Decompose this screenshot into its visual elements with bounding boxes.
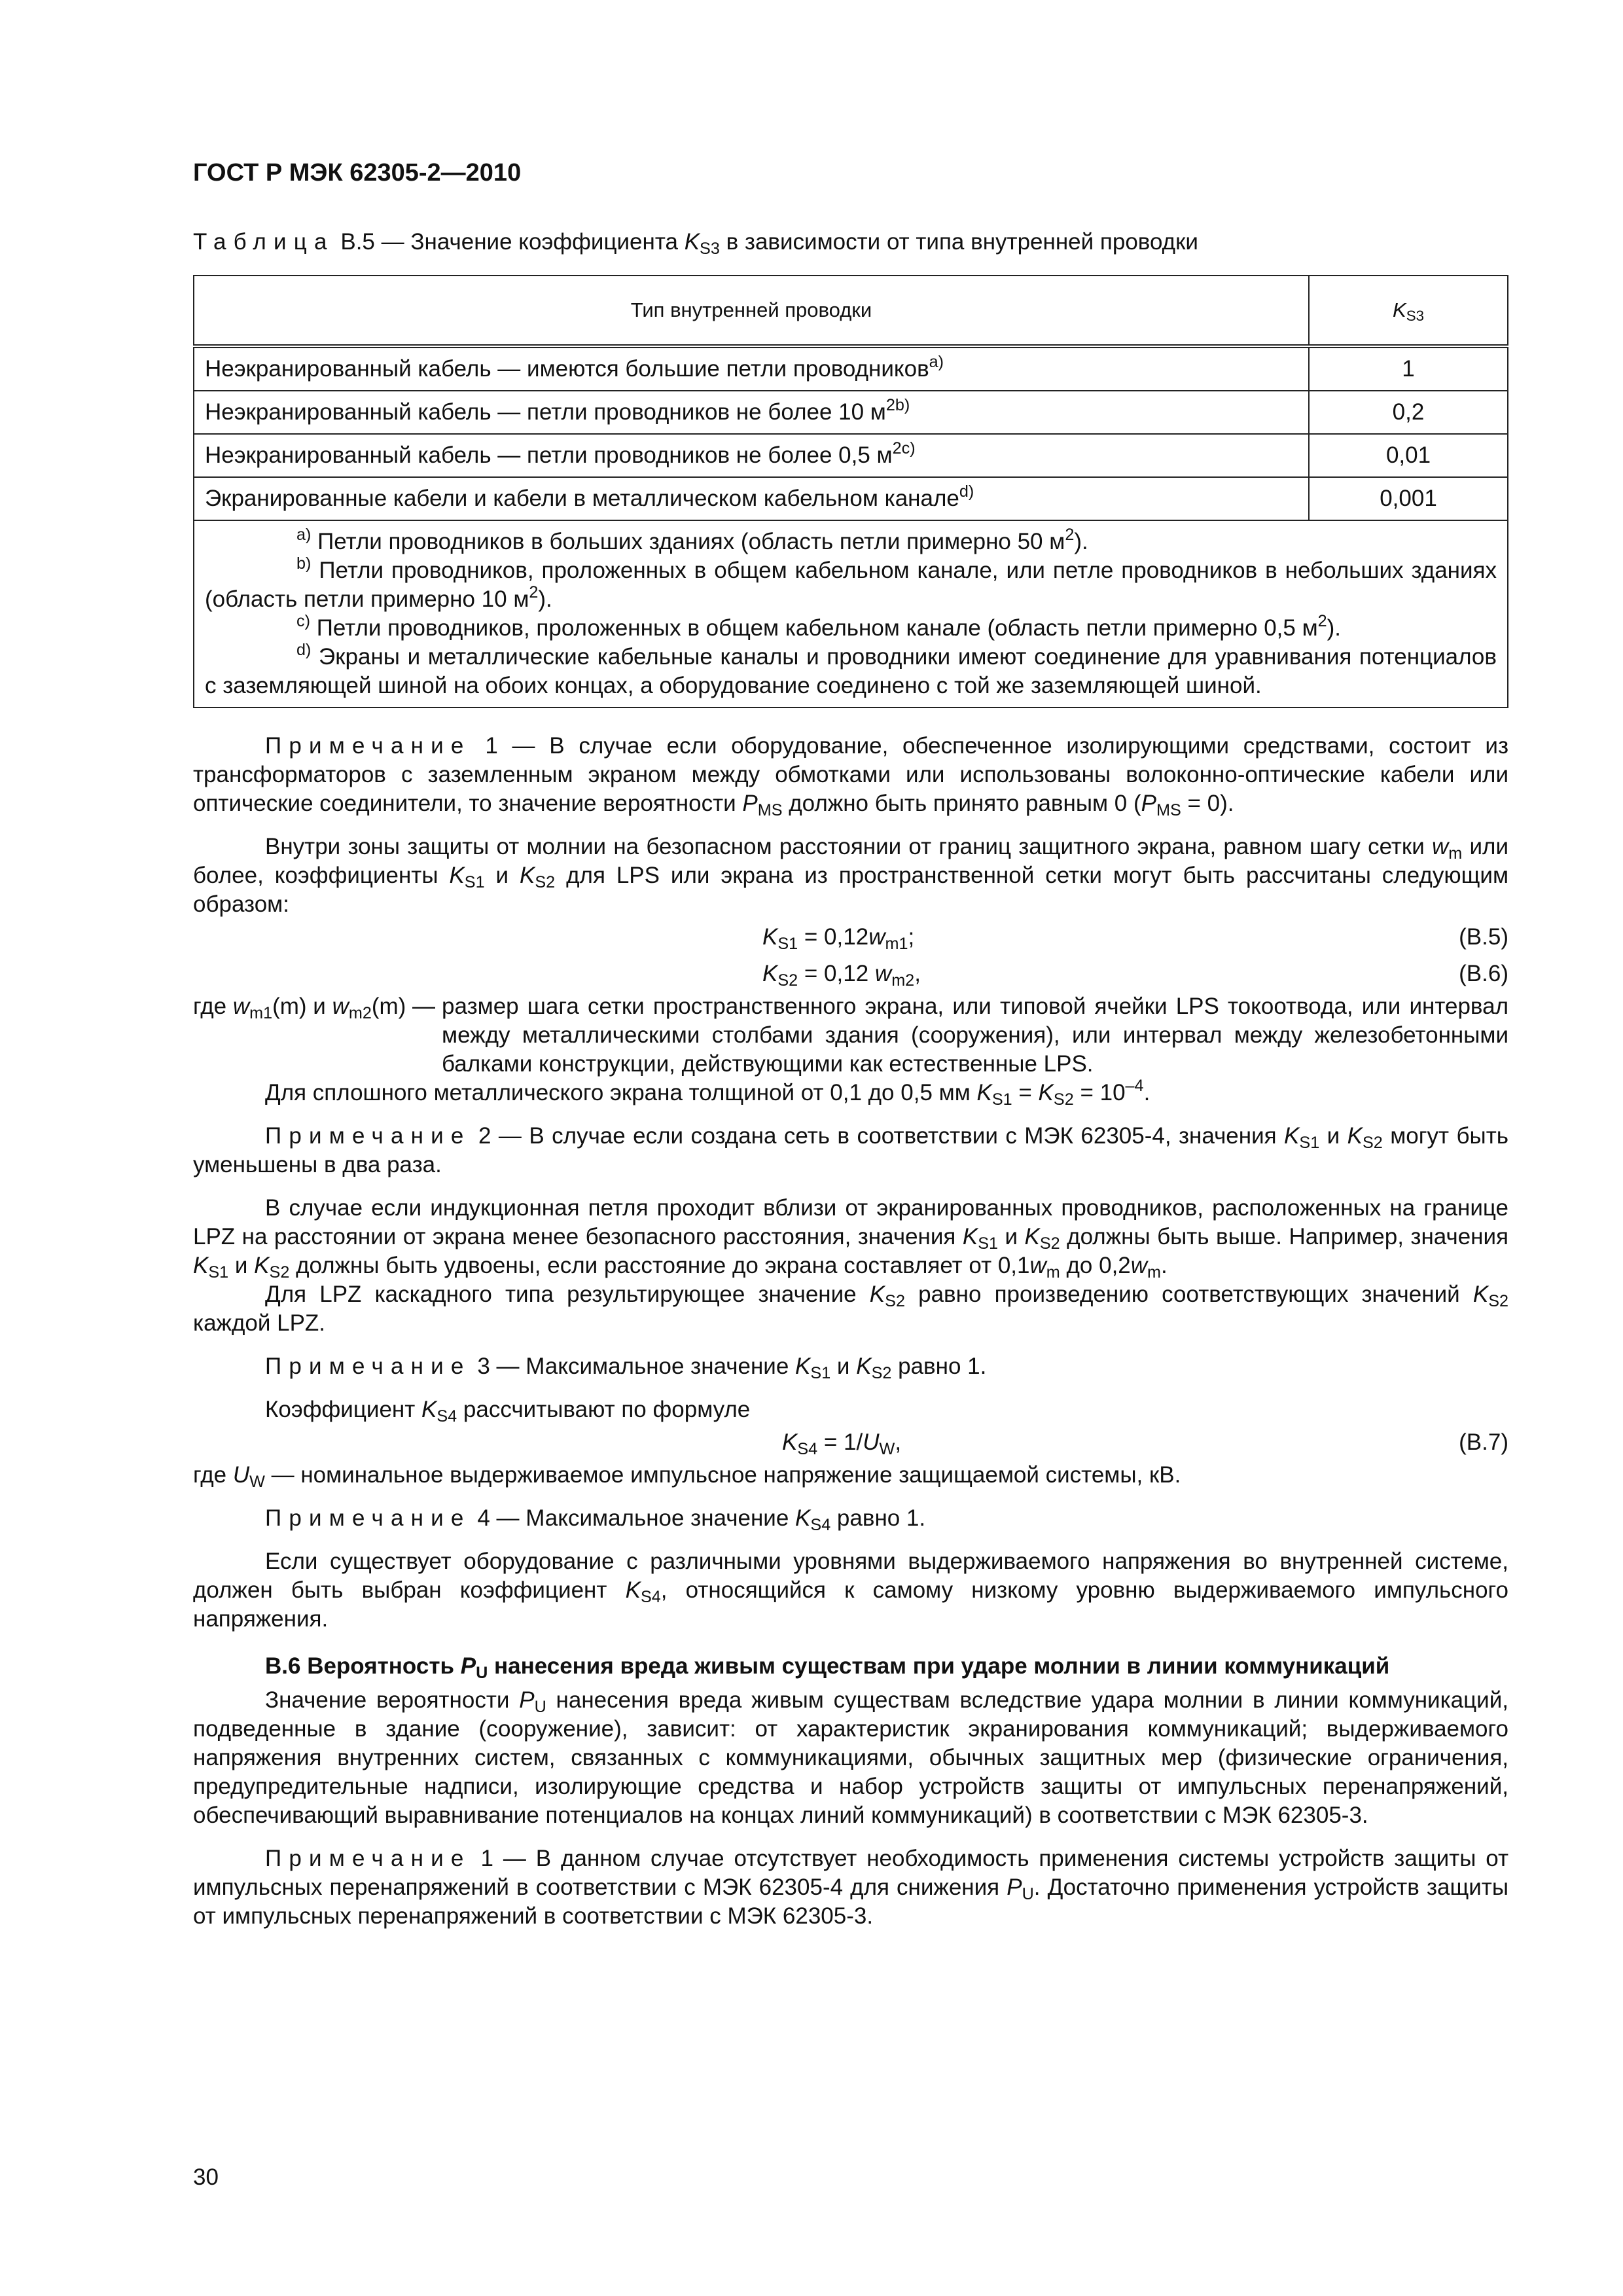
page-number: 30: [193, 2164, 219, 2190]
table-header-value: $K_{S3}$: [1309, 276, 1508, 346]
paragraph: Для сплошного металлического экрана толщиной от 0,1 до 0,5 мм $K_{S1} = K_{S2} = 10^{-4}$.: [265, 1077, 1150, 1109]
note-1: Примечание 1 — В случае если оборудование, обеспеченное изолирующими средствами, состоит из трансформаторов с заземленным экраном между обмотками или использованы волоконно-оптические кабели или оптические соединители, то значение вероятности $P_{MS}$ должно быть принято равным 0 $(P_{MS} = 0)$.: [193, 733, 1508, 820]
paragraph: Если существует оборудование с различными уровнями выдерживаемого напряжения во внутренней системе, должен быть выбран коэффициент $K_{S4}$, относящийся к самому низкому уровню выдерживаемого импульсного напряжения.: [193, 1549, 1508, 1632]
document-header: ГОСТ Р МЭК 62305-2—2010: [193, 159, 522, 187]
paragraph: Внутри зоны защиты от молнии на безопасном расстоянии от границ защитного экрана, равном шагу сетки $w_m$ или более, коэффициенты $K_{S1}$ и $K_{S2}$ для LPS или экрана из пространственной сетки могут быть рассчитаны следующим образом:: [193, 834, 1508, 917]
paragraph: В случае если индукционная петля проходит вблизи от экранированных проводников, расположенных на границе LPZ на расстоянии от экрана менее безопасного расстояния, значения $K_{S1}$ и $K_{S2}$ должны быть выше. Например, значения $K_{S1}$ и $K_{S2}$ должны быть удвоены, если расстояние до экрана составляет от $0,1w_m$ до $0,2w_m$.: [193, 1195, 1508, 1282]
footnote-b: $^{b)}$ Петли проводников, проложенных в общем кабельном канале, или петле проводников в небольших зданиях (область петли примерно 10 $м^2$).: [205, 554, 1497, 612]
where-clause: где $w_{m1}(m)$ и $w_{m2}(m)$ — размер шага сетки пространственного экрана, или типовой ячейки LPS токоотвода, или интервал между металлическими столбами здания (сооружения), или интервал между железобетонными балками конструкции, действующими как естественные LPS.: [193, 994, 1508, 1077]
coefficient-table: [193, 275, 1508, 708]
row-value: 0,2: [1309, 391, 1508, 434]
where-clause-2: где $U_W$ — номинальное выдерживаемое импульсное напряжение защищаемой системы, кВ.: [193, 1462, 1181, 1492]
row-value: 0,01: [1309, 434, 1508, 477]
row-desc: Экранированные кабели и кабели в металлическом кабельном канале$^{d)}$: [194, 477, 1309, 520]
footnote-c: $^{c)}$ Петли проводников, проложенных в общем кабельном канале (область петли примерно 0,5 $м^2$).: [296, 612, 1342, 641]
section-heading: В.6 Вероятность $P_U$ нанесения вреда живым существам при ударе молнии в линии коммуникаций: [265, 1653, 1390, 1683]
paragraph: Коэффициент $K_{S4}$ рассчитывают по формуле: [265, 1397, 751, 1426]
row-desc: Неэкранированный кабель — петли проводников не более 10 $м^{2b)}$: [194, 391, 1309, 434]
row-desc: Неэкранированный кабель — имеются большие петли проводников$^{a)}$: [194, 346, 1309, 391]
note-5: Примечание 1 — В данном случае отсутствует необходимость применения системы устройств защиты от импульсных перенапряжений в соответствии с МЭК 62305-4 для снижения $P_U$. Достаточно применения устройств защиты от импульсных перенапряжений в соответствии с МЭК 62305-3.: [193, 1846, 1508, 1929]
table-row: [194, 346, 1508, 391]
table-caption: Таблица В.5 — Значение коэффициента $K_{S3}$ в зависимости от типа внутренней проводки: [193, 229, 1198, 259]
formula-b5: $K_{S1} = 0,12w_{m1}$; (В.5): [762, 924, 1508, 954]
table-row: [194, 477, 1508, 520]
formula-b6: $K_{S2} = 0,12$ $w_{m2}$, (В.6): [762, 961, 1508, 990]
row-value: 1: [1309, 346, 1508, 391]
row-desc: Неэкранированный кабель — петли проводников не более 0,5 $м^{2c)}$: [194, 434, 1309, 477]
document-page: [193, 157, 1508, 1931]
equation-number: (В.7): [1459, 1429, 1508, 1455]
table-row: [194, 434, 1508, 477]
table-row: [194, 391, 1508, 434]
row-value: 0,001: [1309, 477, 1508, 520]
equation-number: (В.5): [1459, 924, 1508, 950]
paragraph: Значение вероятности $P_U$ нанесения вреда живым существам вследствие удара молнии в линии коммуникаций, подведенные в здание (сооружение), зависит: от характеристик экранирования коммуникаций; выдерживаемого напряжения внутренних систем, связанных с коммуникациями, обычных защитных мер (физические ограничения, предупредительные надписи, изолирующие средства и набор устройств защиты от импульсных перенапряжений, обеспечивающий выравнивание потенциалов на концах линий коммуникаций) в соответствии с МЭК 62305-3.: [193, 1687, 1508, 1828]
equation-number: (В.6): [1459, 961, 1508, 986]
note-3: Примечание 3 — Максимальное значение $K_{S1}$ и $K_{S2}$ равно 1.: [265, 1354, 987, 1383]
paragraph: Для LPZ каскадного типа результирующее значение $K_{S2}$ равно произведению соответствующих значений $K_{S2}$ каждой LPZ.: [193, 1282, 1509, 1336]
table-header-type: Тип внутренней проводки: [194, 276, 1309, 346]
note-2: Примечание 2 — В случае если создана сеть в соответствии с МЭК 62305-4, значения $K_{S1}$ и $K_{S2}$ могут быть уменьшены в два раза.: [193, 1123, 1508, 1177]
formula-b7: $K_{S4} = 1/U_W$, (В.7): [782, 1429, 1508, 1459]
table-footnotes: [194, 520, 1508, 708]
footnote-d: $^{d)}$ Экраны и металлические кабельные каналы и проводники имеют соединение для уравнивания потенциалов с заземляющей шиной на обоих концах, а оборудование соединено с той же заземляющей шиной.: [205, 641, 1497, 698]
footnote-a: $^{a)}$ Петли проводников в больших зданиях (область петли примерно 50 $м^2$).: [296, 526, 1088, 554]
note-4: Примечание 4 — Максимальное значение $K_{S4}$ равно 1.: [265, 1505, 926, 1535]
